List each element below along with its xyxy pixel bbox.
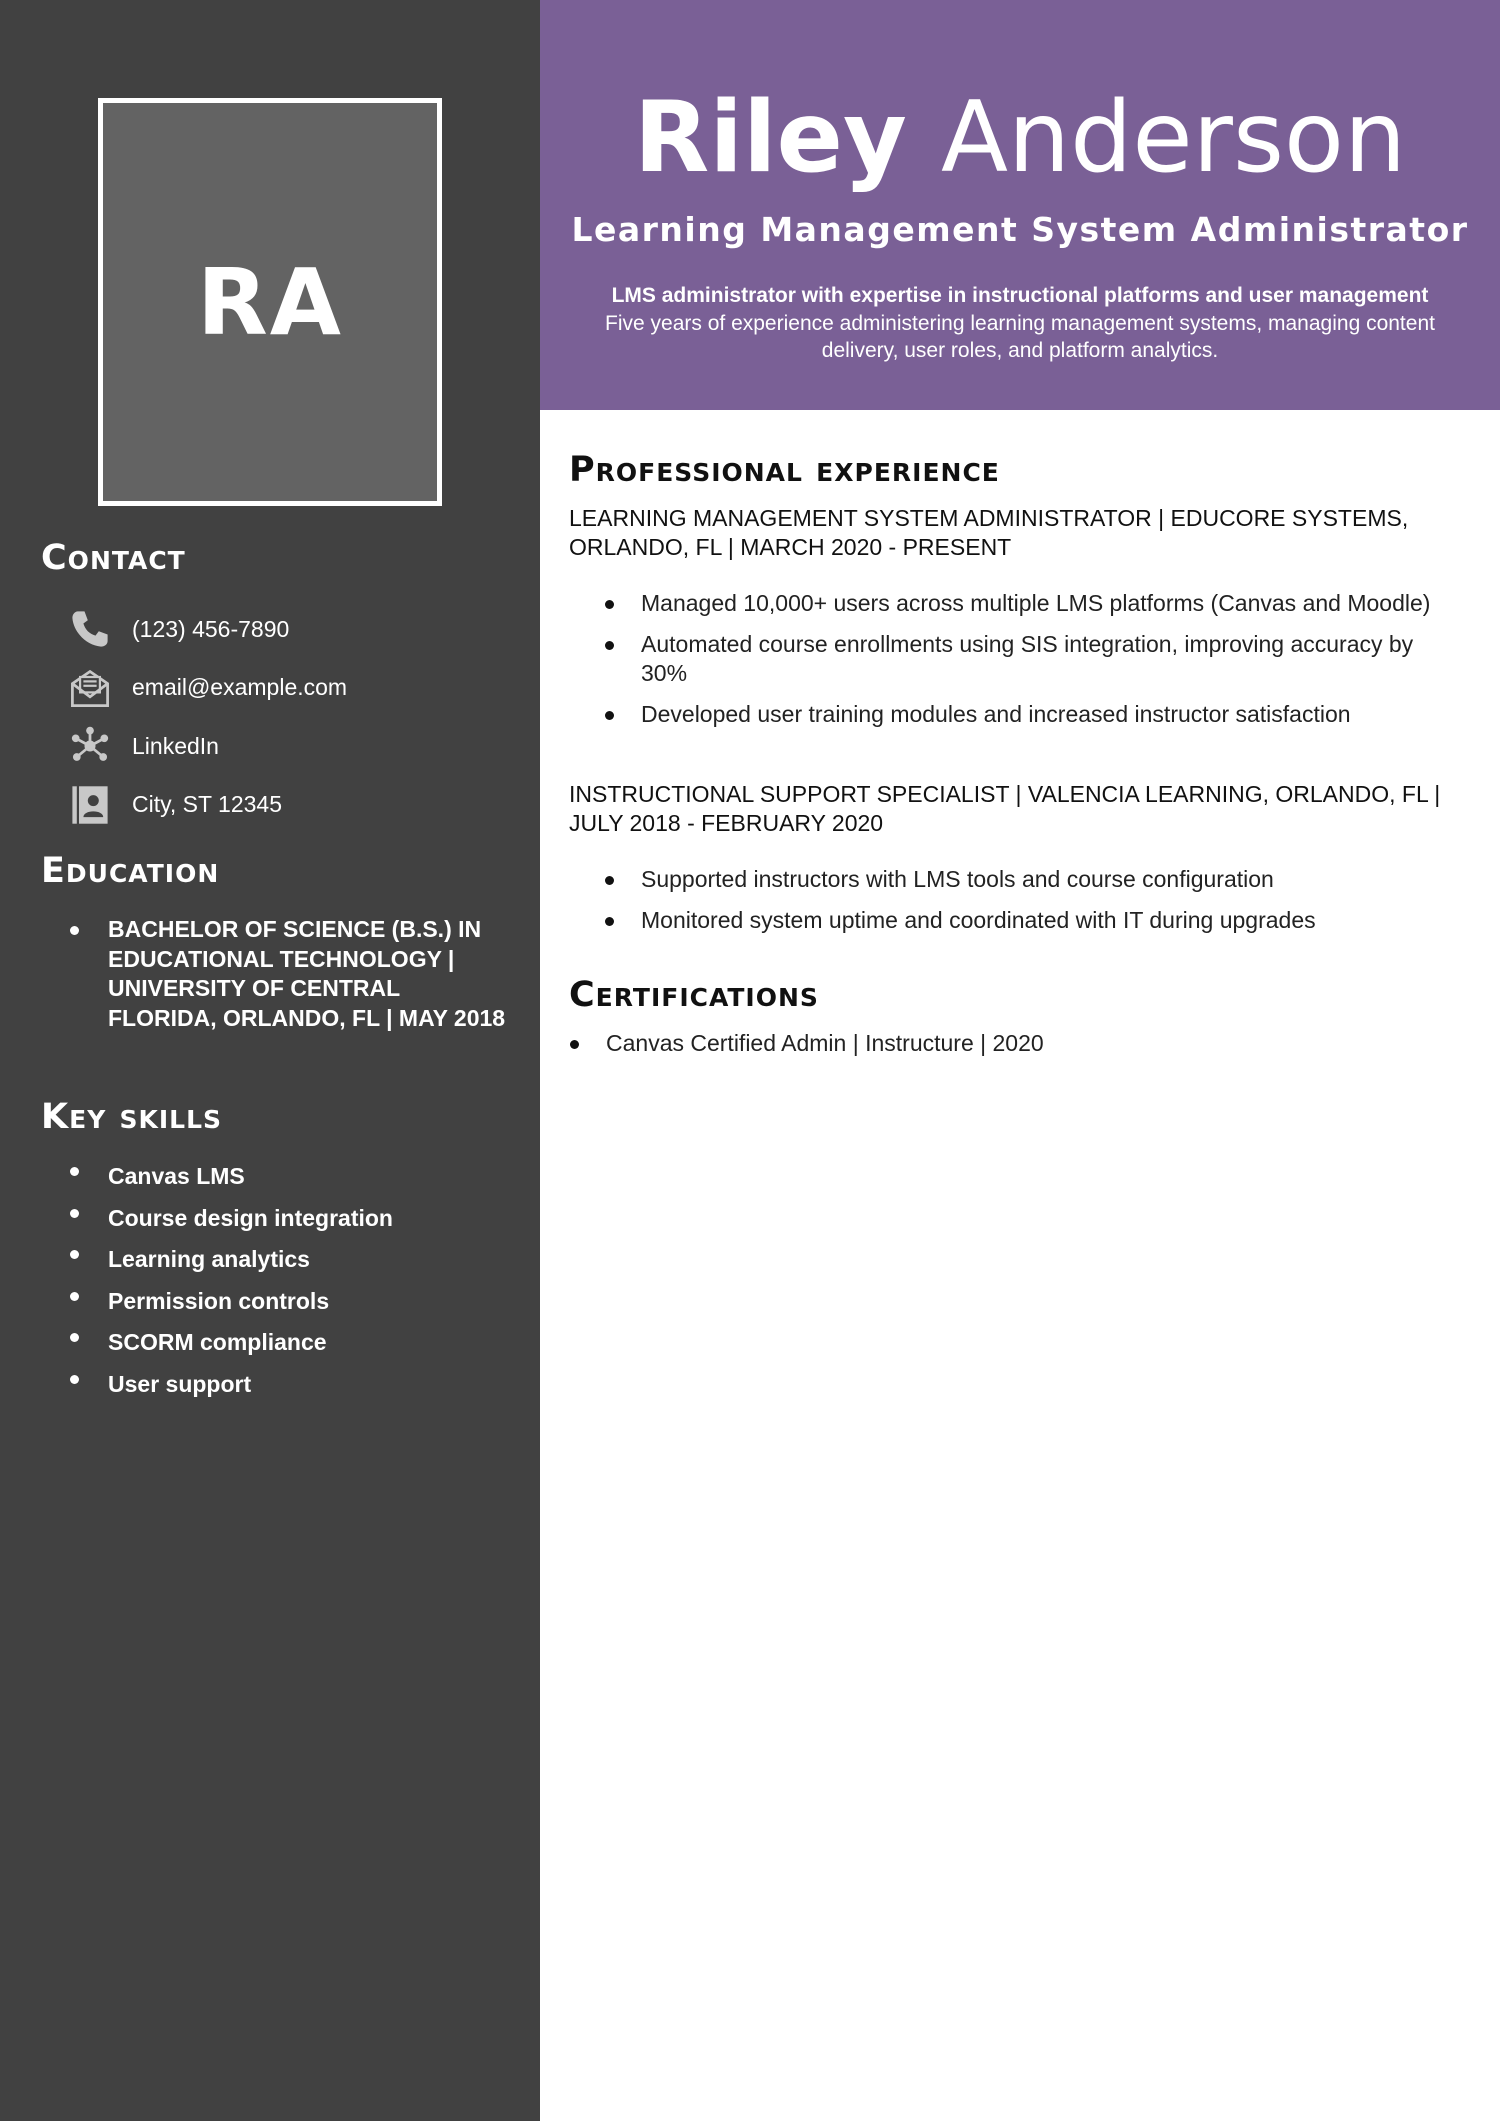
skill-item: Canvas LMS: [70, 1156, 510, 1198]
skills-heading: Key skills: [41, 1097, 223, 1137]
certifications-heading: Certifications: [569, 975, 819, 1015]
contact-linkedin: [66, 717, 347, 776]
monogram-initials: RA: [196, 248, 344, 356]
summary: Five years of experience administering learning management systems, managing content delivery, user roles, and platform analytics.: [605, 312, 1435, 362]
contact-phone: [66, 600, 347, 659]
last-name: Anderson: [941, 81, 1407, 195]
sidebar: [0, 0, 540, 2121]
job-bullet: Automated course enrollments using SIS integration, improving accuracy by 30%: [569, 630, 1449, 689]
linkedin-text[interactable]: LinkedIn: [132, 732, 219, 759]
job-bullet: Supported instructors with LMS tools and course configuration: [569, 865, 1449, 895]
contact-list: [66, 600, 347, 834]
skills-list: [70, 1156, 510, 1405]
certification-item: Canvas Certified Admin | Instructure | 2020: [569, 1029, 1449, 1059]
education-item: BACHELOR OF SCIENCE (B.S.) IN EDUCATIONAL TECHNOLOGY | UNIVERSITY OF CENTRAL FLORIDA, ORLANDO, FL | MAY 2018: [70, 915, 510, 1033]
contact-card-icon: [66, 781, 114, 829]
phone-icon: [66, 605, 114, 653]
full-name: [540, 78, 1500, 198]
contact-heading: Contact: [41, 538, 186, 578]
job-bullet: Monitored system uptime and coordinated with IT during upgrades: [569, 906, 1449, 936]
skill-item: User support: [70, 1364, 510, 1406]
skill-item: Permission controls: [70, 1281, 510, 1323]
monogram-box: [98, 98, 442, 506]
contact-address: [66, 776, 347, 835]
email-text[interactable]: email@example.com: [132, 674, 348, 701]
education-heading: Education: [41, 851, 220, 891]
email-icon: [66, 664, 114, 712]
certifications-list: [569, 1029, 1449, 1059]
address-text: City, ST 12345: [132, 791, 283, 818]
experience-heading: Professional experience: [569, 450, 1000, 490]
job-bullet: Managed 10,000+ users across multiple LMS platforms (Canvas and Moodle): [569, 589, 1449, 619]
contact-email: [66, 659, 347, 718]
job-entry-title: INSTRUCTIONAL SUPPORT SPECIALIST | VALENCIA LEARNING, ORLANDO, FL | JULY 2018 - FEBRUARY 2020: [569, 781, 1441, 836]
job-entry: [569, 504, 1449, 729]
job-bullets: [569, 865, 1449, 935]
tagline: LMS administrator with expertise in instructional platforms and user management: [611, 284, 1429, 307]
job-bullet: Developed user training modules and increased instructor satisfaction: [569, 700, 1449, 730]
skill-item: Course design integration: [70, 1198, 510, 1240]
resume-header: [540, 0, 1500, 410]
skill-item: SCORM compliance: [70, 1322, 510, 1364]
skill-item: Learning analytics: [70, 1239, 510, 1281]
main-content: [569, 450, 1449, 1059]
phone-text[interactable]: (123) 456-7890: [132, 615, 290, 642]
first-name: Riley: [633, 81, 907, 195]
job-bullets: [569, 589, 1449, 729]
job-entry: [569, 780, 1449, 935]
job-title: Learning Management System Administrator: [571, 210, 1469, 249]
network-icon: [66, 722, 114, 770]
education-list: [70, 915, 510, 1033]
job-entry-title: LEARNING MANAGEMENT SYSTEM ADMINISTRATOR | EDUCORE SYSTEMS, ORLANDO, FL | MARCH 2020 - PRESENT: [569, 505, 1409, 560]
